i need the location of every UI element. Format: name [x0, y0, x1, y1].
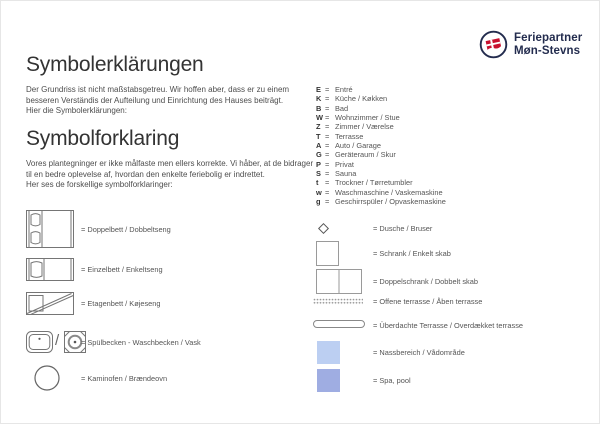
room-code-letter: Z	[316, 122, 321, 132]
label-bunk-bed: = Etagenbett / Køjeseng	[81, 299, 161, 308]
room-code-row	[316, 141, 446, 150]
label-spa-pool: = Spa, pool	[373, 376, 411, 385]
equals-sign: =	[325, 122, 330, 132]
equals-sign: =	[325, 197, 330, 207]
open-terrace-icon	[313, 298, 363, 305]
german-intro-line1: Der Grundriss ist nicht maßstabsgetreu. Wir hoffen aber, dass er zu einem	[26, 85, 290, 94]
room-code-label: Privat	[335, 159, 354, 169]
room-code-row	[316, 113, 446, 122]
room-code-letter: K	[316, 94, 322, 104]
label-wood-stove: = Kaminofen / Brændeovn	[81, 374, 168, 383]
double-bed-icon	[26, 210, 74, 248]
danish-intro-line1: Vores plantegninger er ikke målfaste men ellers korrekte. Vi håber, at de bidrager	[26, 159, 314, 168]
label-covered-terrace: = Überdachte Terrasse / Overdækket terrasse	[373, 321, 523, 330]
equals-sign: =	[325, 169, 330, 179]
room-code-letter: G	[316, 150, 322, 160]
danish-intro-line2: til en bedre oplevelse af, hvordan den enkelte feriebolig er indrettet.	[26, 169, 265, 179]
german-intro-paragraph	[26, 85, 289, 117]
label-sink: = Spülbecken - Waschbecken / Vask	[81, 338, 201, 347]
logo-line2: Møn-Stevns	[514, 44, 581, 57]
label-wet-area: = Nassbereich / Vådområde	[373, 348, 465, 357]
slash-separator: /	[55, 332, 60, 349]
danish-title: Symbolforklaring	[26, 127, 180, 150]
equals-sign: =	[325, 103, 330, 113]
logo	[479, 30, 582, 59]
room-code-label: Küche / Køkken	[335, 94, 388, 104]
label-open-terrace: = Offene terrasse / Åben terrasse	[373, 297, 483, 306]
equals-sign: =	[325, 113, 330, 123]
label-shower: = Dusche / Bruser	[373, 224, 433, 233]
room-code-letter: S	[316, 169, 321, 179]
room-code-label: Terrasse	[335, 131, 364, 141]
room-code-label: Entré	[335, 85, 353, 94]
german-intro-line3: Hier die Symbolerklärungen:	[26, 106, 127, 116]
equals-sign: =	[325, 150, 330, 160]
room-code-letter: P	[316, 159, 321, 169]
german-intro-line2: besseren Verständis der Aufteilung und Einrichtung des Hauses beiträgt.	[26, 95, 284, 105]
wet-area-swatch	[317, 341, 340, 364]
label-double-bed: = Doppelbett / Dobbeltseng	[81, 225, 171, 234]
room-code-row	[316, 85, 446, 94]
equals-sign: =	[325, 94, 330, 104]
room-code-label: Wohnzimmer / Stue	[335, 113, 400, 123]
room-code-letter: A	[316, 141, 322, 151]
label-single-cabinet: = Schrank / Enkelt skab	[373, 249, 451, 258]
equals-sign: =	[325, 187, 330, 197]
logo-line1: Feriepartner	[514, 32, 583, 44]
shower-icon	[318, 223, 329, 234]
label-single-bed: = Einzelbett / Enkeltseng	[81, 265, 163, 274]
room-code-letter: B	[316, 103, 322, 113]
room-code-label: Geschirrspüler / Opvaskemaskine	[335, 197, 446, 207]
room-code-letter: g	[316, 197, 321, 207]
room-code-label: Auto / Garage	[335, 141, 382, 151]
bunk-bed-icon	[26, 292, 74, 315]
room-code-row	[316, 104, 446, 113]
room-code-row	[316, 188, 446, 197]
room-code-label: Geräteraum / Skur	[335, 150, 396, 160]
room-code-letter: W	[316, 113, 323, 123]
equals-sign: =	[325, 85, 330, 94]
room-code-row	[316, 150, 446, 159]
equals-sign: =	[325, 131, 330, 141]
room-code-row	[316, 132, 446, 141]
room-code-letter: w	[316, 187, 322, 197]
equals-sign: =	[325, 159, 330, 169]
single-bed-icon	[26, 258, 74, 281]
danish-intro-line3: Her ses de forskellige symbolforklaringer:	[26, 180, 173, 190]
room-code-row	[316, 122, 446, 131]
room-code-label: Bad	[335, 103, 349, 113]
room-code-row	[316, 169, 446, 178]
room-code-row	[316, 94, 446, 103]
room-code-label: Trockner / Tørretumbler	[335, 178, 413, 188]
room-code-letter: E	[316, 85, 321, 94]
room-code-row	[316, 160, 446, 169]
room-code-letter: T	[316, 131, 321, 141]
spa-pool-swatch	[317, 369, 340, 392]
double-cabinet-icon	[316, 269, 362, 294]
room-code-list	[316, 85, 446, 206]
room-code-row	[316, 197, 446, 206]
equals-sign: =	[325, 178, 330, 188]
danish-intro-paragraph	[26, 159, 313, 191]
room-code-label: Zimmer / Værelse	[335, 122, 394, 132]
single-cabinet-icon	[316, 241, 339, 266]
room-code-label: Waschmaschine / Vaskemaskine	[335, 187, 443, 197]
room-code-label: Sauna	[335, 169, 357, 179]
equals-sign: =	[325, 141, 330, 151]
german-title: Symbolerklärungen	[26, 53, 204, 76]
feriepartner-flag-icon	[479, 30, 508, 59]
label-double-cabinet: = Doppelschrank / Dobbelt skab	[373, 277, 478, 286]
kitchen-sink-icon	[26, 331, 53, 353]
covered-terrace-icon	[313, 320, 365, 328]
logo-text	[514, 32, 582, 57]
room-code-row	[316, 178, 446, 187]
room-code-letter: t	[316, 178, 319, 188]
wood-stove-icon	[34, 365, 60, 391]
